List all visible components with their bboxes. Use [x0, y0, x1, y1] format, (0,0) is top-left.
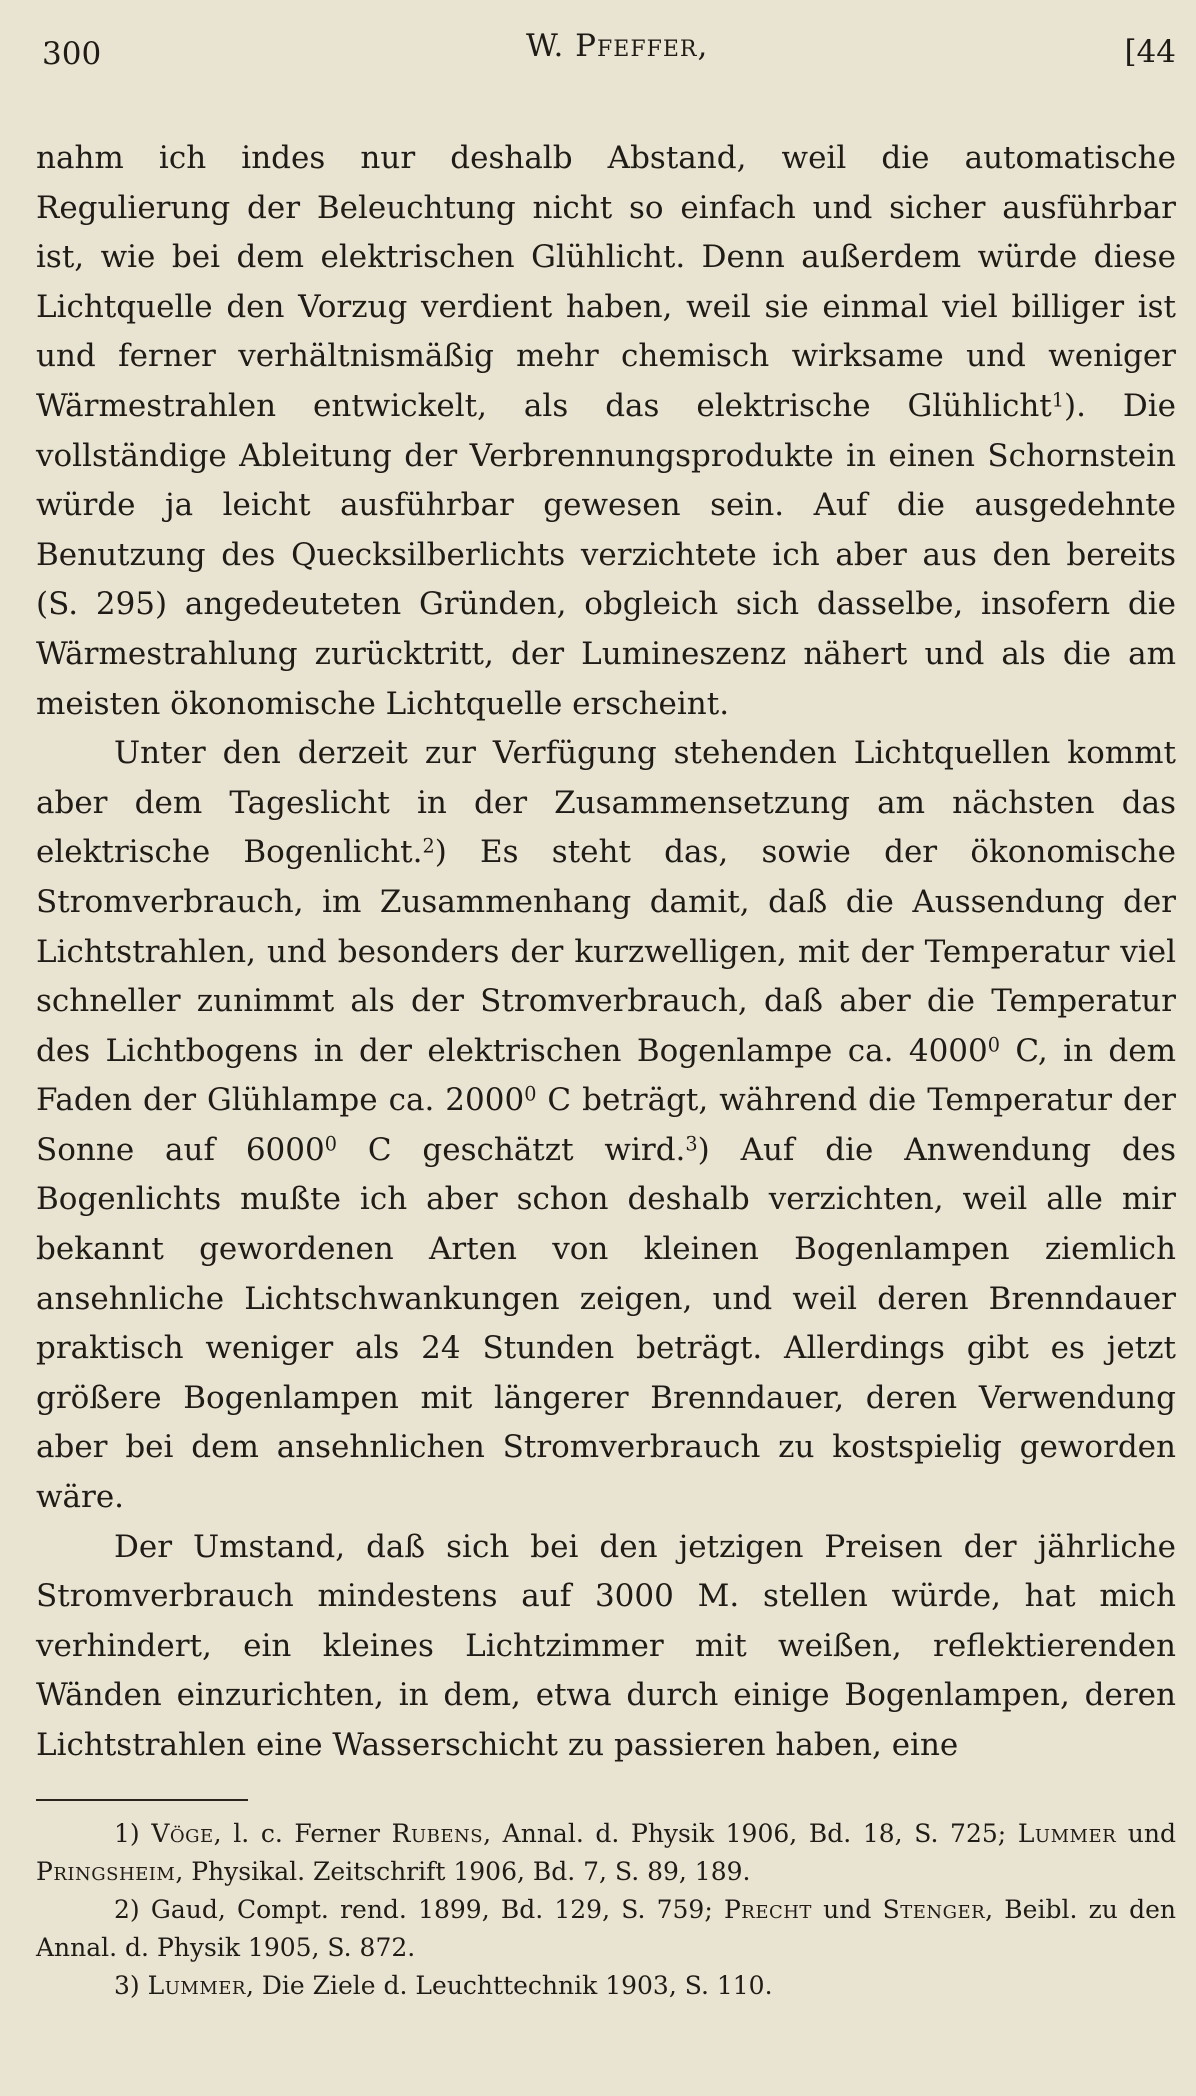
footnotes — [36, 1815, 1176, 2005]
paragraph-2-text-e: C geschätzt wird. — [336, 1131, 686, 1168]
degree-mark-3: 0 — [324, 1132, 337, 1156]
footnote-1-marker: 1) — [114, 1818, 140, 1848]
footnote-2-author-b: Stenger — [882, 1894, 986, 1924]
footnote-1-text-b: , Annal. d. Physik 1906, Bd. 18, S. 725; — [483, 1818, 1018, 1848]
paragraph-2-text-c: C, in dem Faden der Glühlampe ca. 2000 — [36, 1032, 1176, 1119]
footnote-ref-3: 3 — [685, 1132, 698, 1156]
paragraph-2-text-b: ) Es steht das, sowie der ökonomische Stromverbrauch, im Zusammenhang damit, daß die Aussendung der Lichtstrahlen, und besonders der kurzwelligen, mit der Temperatur viel schneller zunimmt als der Stromverbrauch, daß aber die Temperatur des Lichtbogens in der elektrischen Bogenlampe ca. 4000 — [36, 834, 1176, 1069]
footnote-1-text-a: , l. c. Ferner — [213, 1818, 392, 1848]
footnote-2-text-b: und — [811, 1894, 883, 1924]
running-head: W. Pfeffer, — [526, 28, 709, 64]
footnote-1-author-a: Vöge — [151, 1818, 214, 1848]
footnote-rule — [36, 1799, 248, 1801]
paragraph-2-text-f: ) Auf die Anwendung des Bogenlichts mußte ich aber schon deshalb verzichten, weil alle mir bekannt gewordenen Arten von kleinen Bogenlampen ziemlich ansehnliche Lichtschwankungen zeigen, und weil deren Brenndauer praktisch weniger als 24 Stunden beträgt. Allerdings gibt es jetzt größere Bogenlampen mit längerer Brenndauer, deren Verwendung aber bei dem ansehnlichen Stromverbrauch zu kostspielig geworden wäre. — [36, 1131, 1177, 1516]
footnote-1-text-c: und — [1116, 1818, 1177, 1848]
degree-mark-2: 0 — [524, 1082, 537, 1106]
paragraph-1 — [36, 134, 1176, 729]
footnote-1-text-d: , Physikal. Zeitschrift 1906, Bd. 7, S. 89, 189. — [175, 1856, 751, 1886]
footnote-ref-1: 1 — [1051, 388, 1064, 412]
paragraph-2 — [36, 729, 1176, 1523]
footnote-2-text-a: Gaud, Compt. rend. 1899, Bd. 129, S. 759; — [150, 1894, 724, 1924]
section-mark: [44 — [1124, 34, 1176, 70]
footnote-2-author-a: Precht — [723, 1894, 812, 1924]
footnote-2-marker: 2) — [114, 1894, 140, 1924]
footnote-3-text-a: , Die Ziele d. Leuchttechnik 1903, S. 110. — [245, 1970, 773, 2000]
footnote-3-author-a: Lummer — [147, 1970, 246, 2000]
footnote-2-text-c: , Beibl. zu den Annal. d. Physik 1905, S. 872. — [36, 1894, 1176, 1962]
footnote-3 — [36, 1967, 1176, 2005]
page-header — [36, 22, 1176, 82]
paragraph-3: Der Umstand, daß sich bei den jetzigen Preisen der jährliche Stromverbrauch mindestens auf 3000 M. stellen würde, hat mich verhindert, ein kleines Lichtzimmer mit weißen, reflektierenden Wänden einzurichten, in dem, etwa durch einige Bogenlampen, deren Lichtstrahlen eine Wasserschicht zu passieren haben, eine — [36, 1528, 1176, 1763]
degree-mark-1: 0 — [987, 1033, 1000, 1057]
paragraph-2-text-a: Unter den derzeit zur Verfügung stehenden Lichtquellen kommt aber dem Tageslicht in der Zusammensetzung am nächsten das elektrische Bogenlicht. — [36, 735, 1176, 871]
page-number: 300 — [42, 36, 102, 72]
paragraph-1-text-a: nahm ich indes nur deshalb Abstand, weil die automatische Regulierung der Beleuchtung nicht so einfach und sicher ausführbar ist, wie bei dem elektrischen Glühlicht. Denn außerdem würde diese Lichtquelle den Vorzug verdient haben, weil sie einmal viel billiger ist und ferner verhältnismäßig mehr chemisch wirksame und weniger Wärmestrahlen entwickelt, als das elektrische Glühlicht — [36, 140, 1176, 424]
body-text — [36, 134, 1176, 1771]
paragraph-1-text-b: ). Die vollständige Ableitung der Verbrennungsprodukte in einen Schornstein würde ja leicht ausführbar gewesen sein. Auf die ausgedehnte Benutzung des Quecksilberlichts verzichtete ich aber aus den bereits (S. 295) angedeuteten Gründen, obgleich sich dasselbe, insofern die Wärmestrahlung zurücktritt, der Lumineszenz nähert und als die am meisten ökonomische Lichtquelle erscheint. — [36, 387, 1176, 722]
paragraph-2-text-d: C beträgt, während die Temperatur der Sonne auf 6000 — [36, 1082, 1176, 1168]
footnote-3-marker: 3) — [114, 1970, 140, 2000]
footnote-2 — [36, 1891, 1176, 1967]
footnote-1 — [36, 1815, 1176, 1891]
footnote-1-author-b: Rubens — [391, 1818, 484, 1848]
footnote-ref-2: 2 — [422, 834, 435, 858]
footnote-1-author-c: Lummer — [1017, 1818, 1117, 1848]
footnote-1-author-d: Pringsheim — [36, 1856, 176, 1886]
